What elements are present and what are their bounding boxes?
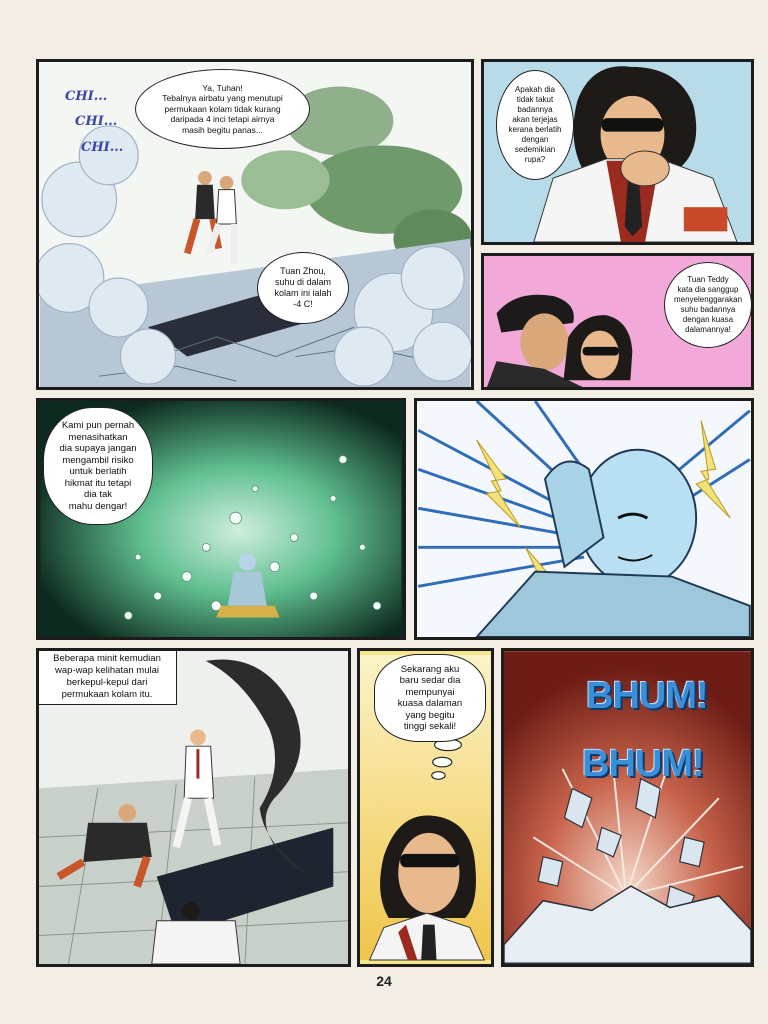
tie: [421, 925, 436, 960]
panel-7-realization: [357, 648, 494, 967]
shoulders: [477, 572, 750, 637]
speech-bubble-surprise: Ya, Tuhan! Tebalnya airbatu yang menutupi permukaan kolam tidak kurang daripada 4 inci tetapi airnya masih begitu panas...: [135, 69, 310, 149]
panel-5-bald-man-energy: [414, 398, 754, 640]
panel-2-thinking-man: [481, 59, 754, 245]
panel-5-art: [417, 401, 751, 637]
sfx-chi-2: CHI...: [75, 114, 118, 129]
panel-8-explosion: [501, 648, 754, 967]
speech-bubble-teddy: Tuan Teddy kata dia sanggup menyelenggarakan suhu badannya dengan kuasa dalamannya!: [664, 262, 752, 348]
man-right-sunglasses: [583, 347, 619, 356]
sfx-bhum-2: BHUM!: [582, 743, 704, 785]
speech-bubble-temperature: Tuan Zhou, suhu di dalam kolam ini ialah -4 C!: [257, 252, 349, 324]
speech-bubble-warning: Kami pun pernah menasihatkan dia supaya jangan mengambil risiko untuk berlatih hikmat itu tetapi dia tak mahu dengar!: [43, 407, 153, 525]
thought-bubble-power: Sekarang aku baru sedar dia mempunyai kuasa dalaman yang begitu tinggi sekali!: [374, 654, 486, 742]
panel-1-frozen-pool: [36, 59, 474, 390]
two-men-running: [187, 171, 236, 263]
caption-steam-rising: Beberapa minit kemudian wap-wap kelihatan mulai berkepul-kepul dari permukaan kolam itu.: [37, 649, 177, 705]
sfx-chi-3: CHI...: [81, 140, 124, 155]
page-number: 24: [376, 973, 392, 989]
panel-6-ice-pool: [36, 648, 351, 967]
sunglasses: [400, 854, 459, 867]
man-left-face: [520, 313, 568, 370]
panel-3-two-men: [481, 253, 754, 390]
face: [398, 833, 459, 913]
red-sleeve: [684, 207, 728, 231]
speech-bubble-worry: Apakah dia tidak takut badannya akan terjejas kerana berlatih dengan sedemikian rupa?: [496, 70, 574, 180]
sunglasses: [602, 118, 664, 132]
hand: [621, 151, 669, 186]
sfx-bhum-1: BHUM!: [586, 675, 708, 717]
sfx-chi-1: CHI...: [65, 89, 108, 104]
panel-4-underwater: [36, 398, 406, 640]
